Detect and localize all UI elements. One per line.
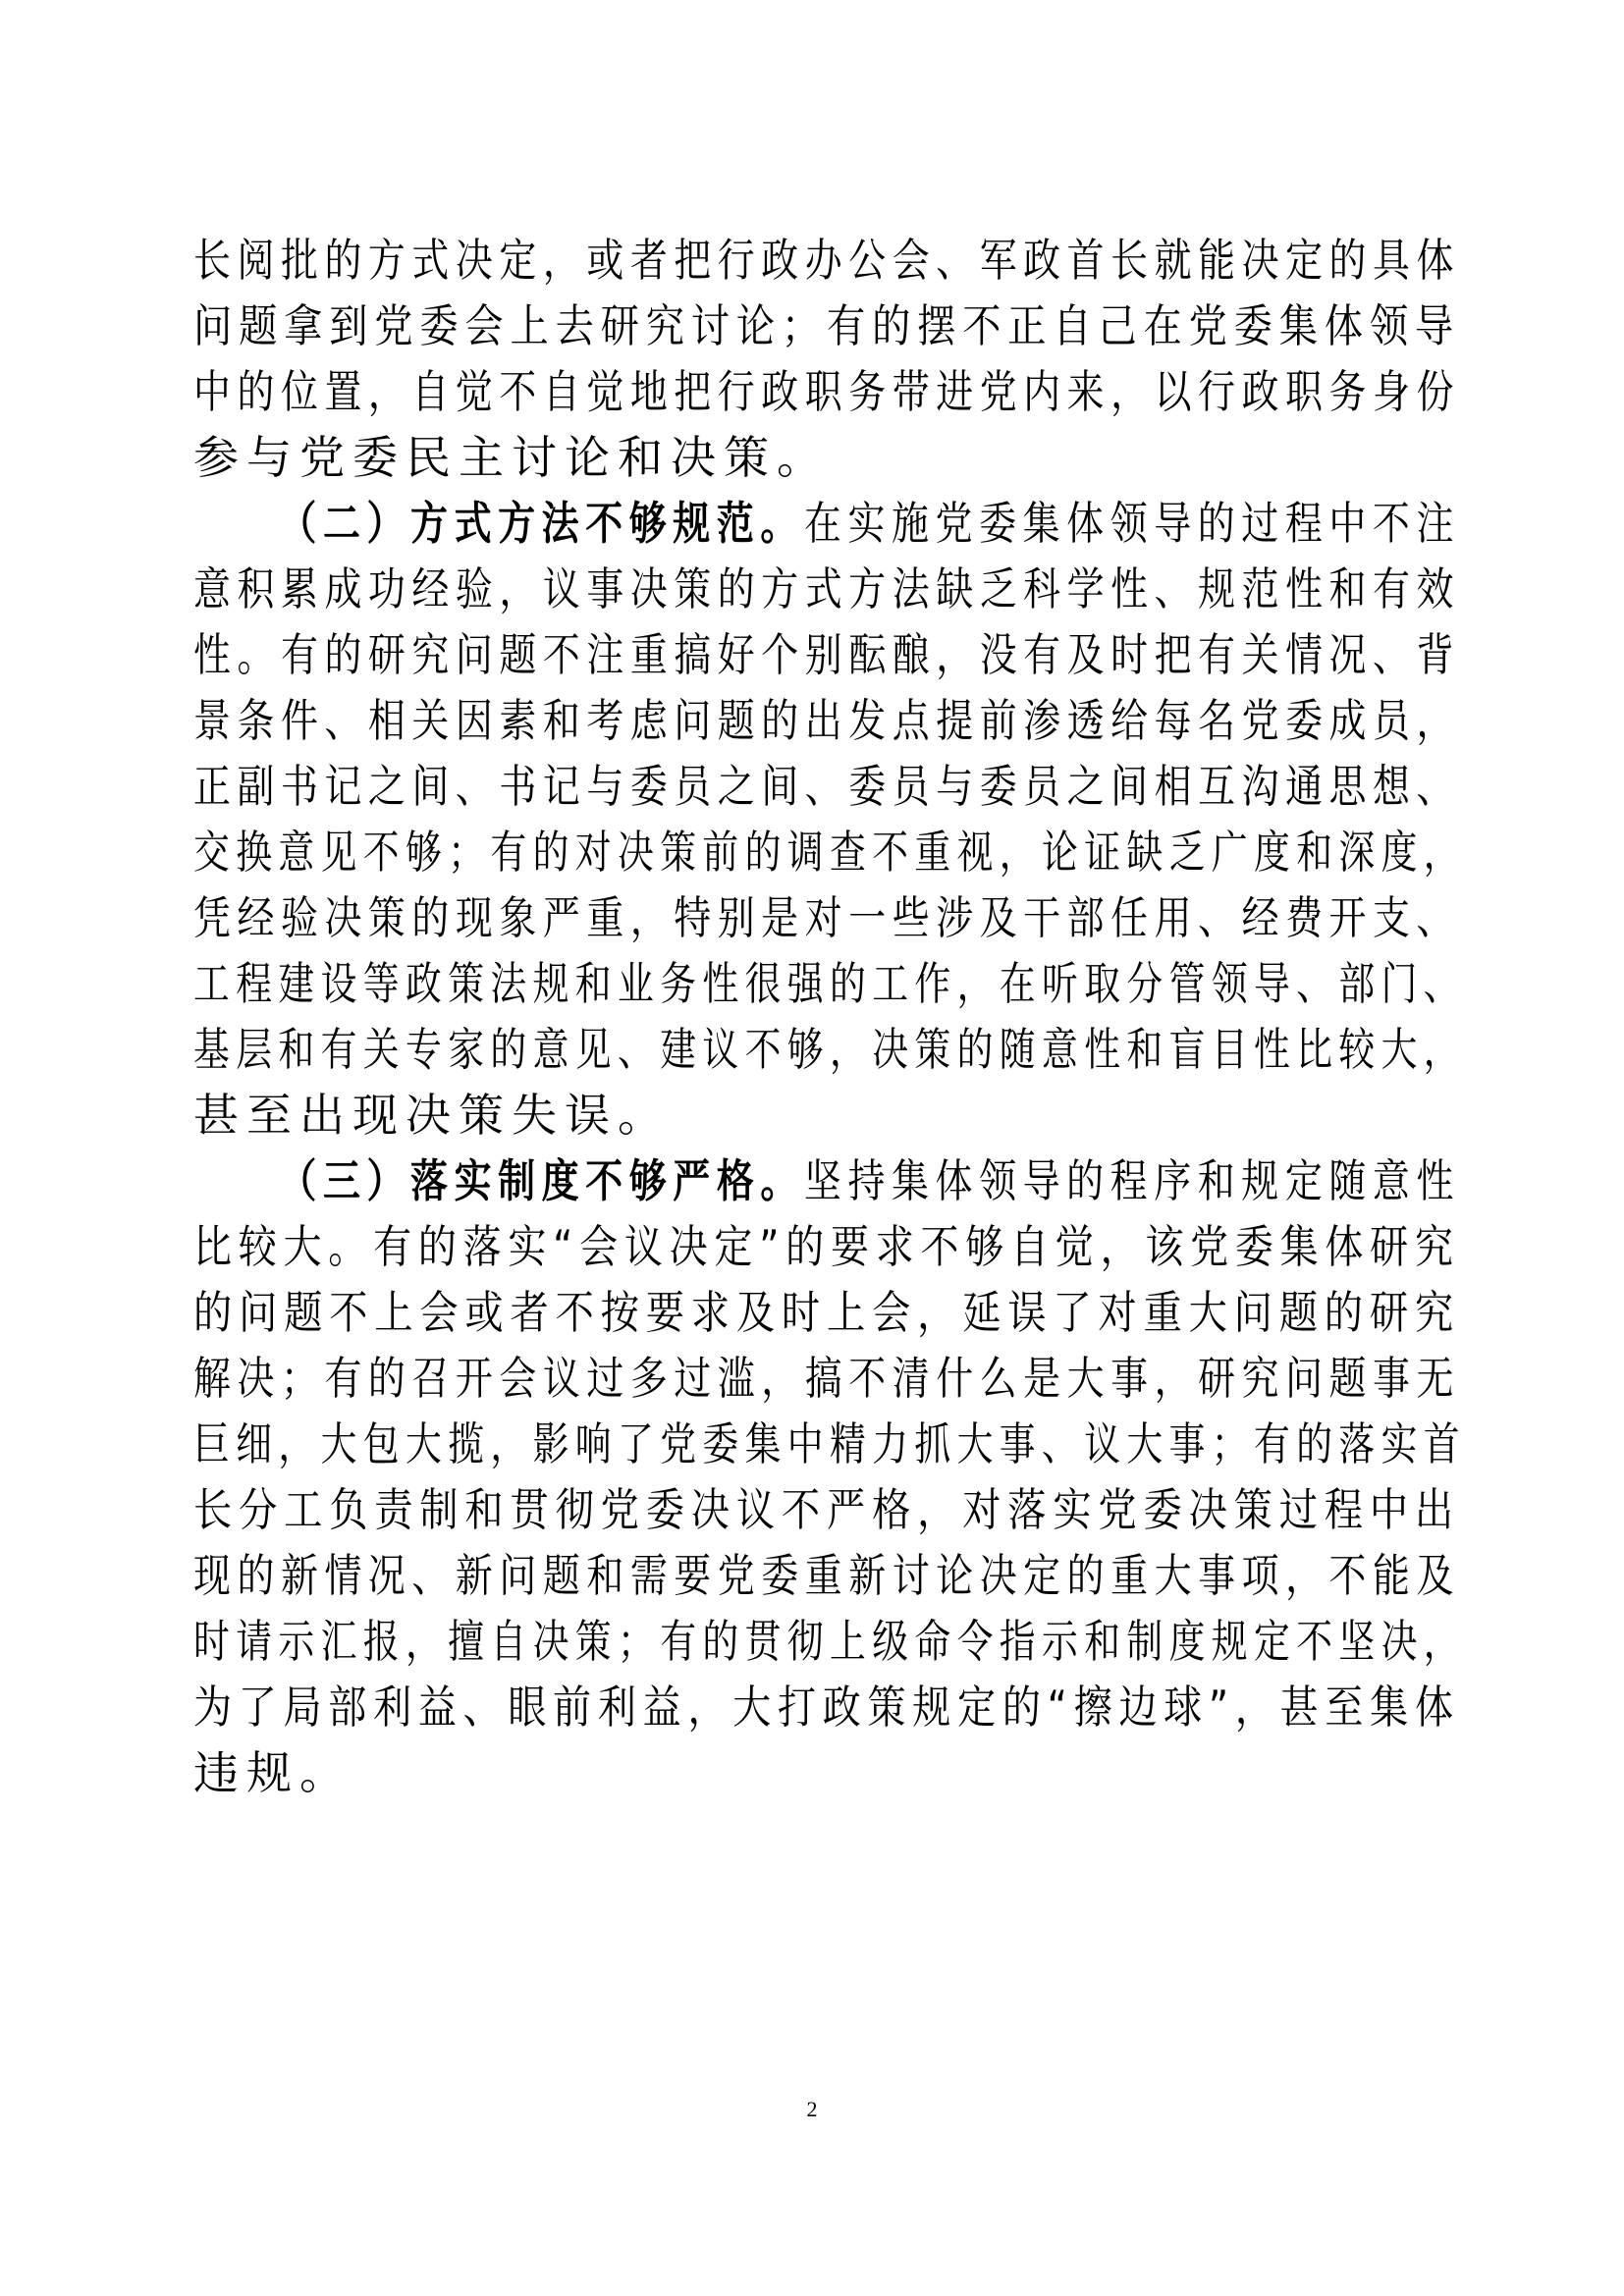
text-run: 在实施党委集体领导的过程中不注 (803, 497, 1460, 550)
text-line: 工程建设等政策法规和业务性很强的工作，在听取分管领导、部门、 (193, 957, 1466, 1010)
text-line: 正副书记之间、书记与委员之间、委员与委员之间相互沟通思想、 (193, 760, 1460, 813)
text-line: 甚至出现决策失误。 (193, 1089, 671, 1142)
section-heading: （二）方式方法不够规范。 (279, 497, 804, 550)
text-line: 中的位置，自觉不自觉地把行政职务带进党内来，以行政职务身份 (193, 365, 1460, 418)
text-line: 解决；有的召开会议过多过滥，搞不清什么是大事，研究问题事无 (193, 1352, 1460, 1405)
section-heading: （三）落实制度不够严格。 (279, 1154, 804, 1207)
text-run: 坚持集体领导的程序和规定随意性 (803, 1154, 1460, 1207)
text-line: 景条件、相关因素和考虑问题的出发点提前渗透给每名党委成员， (193, 694, 1460, 747)
text-line: 意积累成功经验，议事决策的方式方法缺乏科学性、规范性和有效 (193, 562, 1460, 615)
text-line: 现的新情况、新问题和需要党委重新讨论决定的重大事项，不能及 (193, 1549, 1460, 1602)
text-line: 时请示汇报，擅自决策；有的贯彻上级命令指示和制度规定不坚决， (193, 1615, 1466, 1668)
text-line: 长阅批的方式决定，或者把行政办公会、军政首长就能决定的具体 (193, 234, 1460, 287)
text-line: 问题拿到党委会上去研究讨论；有的摆不正自己在党委集体领导 (193, 299, 1460, 352)
text-line: 性。有的研究问题不注重搞好个别酝酿，没有及时把有关情况、背 (193, 628, 1460, 681)
text-line: 交换意见不够；有的对决策前的调查不重视，论证缺乏广度和深度， (193, 826, 1466, 879)
section-heading-line (193, 1148, 1460, 1214)
text-line: 长分工负责制和贯彻党委决议不严格，对落实党委决策过程中出 (193, 1483, 1460, 1536)
text-line: 基层和有关专家的意见、建议不够，决策的随意性和盲目性比较大， (193, 1023, 1466, 1076)
section-heading-line (193, 491, 1460, 557)
text-line: 的问题不上会或者不按要求及时上会，延误了对重大问题的研究 (193, 1286, 1460, 1339)
text-line: 为了局部利益、眼前利益，大打政策规定的“擦边球”，甚至集体 (193, 1681, 1460, 1734)
text-line: 参与党委民主讨论和决策。 (193, 431, 830, 484)
text-line: 比较大。有的落实“会议决定”的要求不够自觉，该党委集体研究 (193, 1220, 1460, 1273)
text-line: 凭经验决策的现象严重，特别是对一些涉及干部任用、经费开支、 (193, 891, 1460, 944)
text-line: 违规。 (193, 1746, 352, 1799)
document-body (193, 228, 1466, 1806)
page-number: 2 (806, 2097, 818, 2121)
text-line: 巨细，大包大揽，影响了党委集中精力抓大事、议大事；有的落实首 (193, 1417, 1466, 1470)
